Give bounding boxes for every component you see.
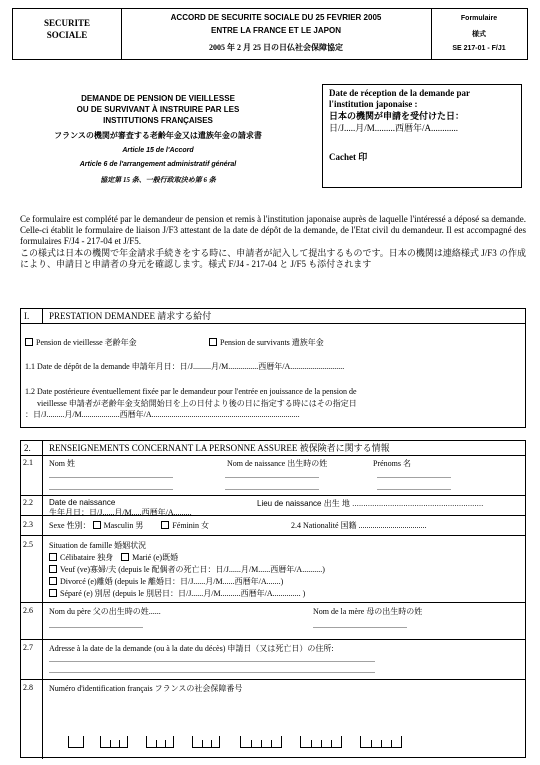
header-left (13, 9, 122, 59)
title-article2: Article 6 de l'arrangement administratif général (79, 161, 237, 168)
input-nom[interactable]: .............................................................. (49, 471, 173, 480)
reception-box (322, 84, 522, 188)
input-lieu-naissance[interactable]: Lieu de naissance 出生 地 ........................................................... (257, 499, 484, 508)
label-divorce: Divorcé (e)離婚 (depuis le 離婚日：日/J......月/M......西暦年/A.......) (60, 577, 284, 586)
header-center-line1: ACCORD DE SECURITE SOCIALE DU 25 FEVRIER 2005 (170, 13, 382, 22)
reception-date-field[interactable]: 日/J.....月/M.........西暦年/A............ (329, 123, 459, 133)
header-right (431, 9, 527, 59)
intro-french: Ce formulaire est complété par le demandeur de pension et remis à l'institution japonaise auprès de laquelle l'intéressé a déposé sa demande. Celle-ci établit le formulaire de liaison J/F3 attestant de la date de dépôt de la demande, de l'Etat civil du demandeur. Il est accompagné des formulaires F/J4 - 217-04 et J/F5. (20, 214, 526, 246)
header-left-line1: SECURITE (43, 18, 90, 28)
option-divorce[interactable] (49, 576, 283, 587)
label-nom-naissance: Nom de naissance 出生時の姓 (227, 459, 328, 468)
checkbox-survivants[interactable] (209, 338, 217, 346)
intro-japanese: この様式は日本の機関で年金請求手続きをする時に、申請者が記入して提出するものです。日本の機関は連絡様式 J/F3 の作成により、申請日と申請者の身元を確認します。様式 F/J4 - 217-04 と J/F5 も添付されます (20, 248, 526, 269)
section-2 (20, 440, 526, 758)
label-separe: Séparé (e) 別居 (depuis le 別居日：日/J......月/M..........西暦年/A.............. ) (60, 589, 306, 598)
sexe-row (49, 520, 209, 531)
reception-title: Date de réception de la demande par l'institution japonaise : (329, 88, 470, 109)
input-nom-2[interactable]: .............................................................. (49, 483, 173, 492)
id-box-3[interactable] (146, 736, 174, 748)
row-number-2-8: 2.8 (23, 683, 33, 692)
header-center-line3: 2005 年 2 月 25 日の日仏社会保障協定 (209, 43, 343, 52)
label-prenoms: Prénoms 名 (373, 459, 411, 468)
checkbox-divorce[interactable] (49, 577, 57, 585)
row-sep (21, 495, 525, 496)
input-adresse-1[interactable]: ................................................................................................................................................................... (49, 655, 375, 664)
row-number-2-1: 2.1 (23, 458, 33, 467)
section-1-title: PRESTATION DEMANDEE 請求する給付 (49, 311, 212, 321)
label-masculin: Masculin 男 (103, 521, 144, 530)
input-prenoms-2[interactable]: ..................................... (377, 483, 451, 492)
label-veuf: Veuf (ve)寡婦/夫 (depuis le 配偶者の死亡日：日/J......月/M......西暦年/A..........) (60, 565, 325, 574)
option-survivants[interactable] (209, 337, 324, 348)
title-line2: OU DE SURVIVANT À INSTRUIRE PAR LES (76, 105, 240, 114)
checkbox-masculin[interactable] (93, 521, 101, 529)
header-center-line2: ENTRE LA FRANCE ET LE JAPON (211, 26, 341, 35)
checkbox-vieillesse[interactable] (25, 338, 33, 346)
input-adresse-2[interactable]: ................................................................................................................................................................... (49, 666, 375, 675)
row-sep (21, 639, 525, 640)
id-box-5[interactable] (240, 736, 282, 748)
id-box-4[interactable] (192, 736, 220, 748)
id-box-2[interactable] (100, 736, 128, 748)
header-table (12, 8, 528, 60)
checkbox-separe[interactable] (49, 589, 57, 597)
input-date-naissance[interactable]: 生年月日：日/J......月/M.....西暦年/A......... (49, 508, 192, 517)
row-sep (21, 679, 525, 680)
option-separe[interactable] (49, 588, 305, 599)
input-nom-pere[interactable]: ............................................... (49, 621, 143, 630)
header-left-line2: SOCIALE (46, 30, 88, 40)
section-1-header (21, 309, 525, 324)
section-2-header (21, 441, 525, 456)
input-nom-mere[interactable]: ............................................... (313, 621, 407, 630)
row-number-2-7: 2.7 (23, 643, 33, 652)
section-1 (20, 308, 526, 428)
section-2-left-rule (42, 455, 43, 759)
section-2-number: 2. (21, 441, 43, 455)
field-date-posterieure[interactable]: ：日/J.........月/M...................西暦年/A.......................................................................... (25, 410, 300, 419)
input-prenoms[interactable]: ..................................... (377, 471, 451, 480)
input-nom-naissance[interactable]: ............................................... (225, 471, 319, 480)
label-situation: Situation de famille 婚姻状況 (49, 541, 147, 550)
header-center (121, 9, 432, 59)
label-nom: Nom 姓 (49, 459, 75, 468)
title-line1: DEMANDE DE PENSION DE VIEILLESSE (81, 94, 235, 103)
reception-stamp: Cachet 印 (329, 152, 368, 162)
label-numero-identification: Numéro d'identification français フランスの社会保障番号 (49, 684, 243, 693)
field-date-posterieure-line2: vieillesse 申請者が老齢年金支給開始日を上の日付より後の日に指定する時にはその指定日 (37, 399, 357, 408)
header-yoshiki: 様式 (472, 30, 486, 38)
checkbox-veuf[interactable] (49, 565, 57, 573)
option-vieillesse-label: Pension de vieillesse 老齢年金 (36, 338, 137, 347)
checkbox-feminin[interactable] (161, 521, 169, 529)
checkbox-marie[interactable] (121, 553, 129, 561)
row-sep (21, 535, 525, 536)
row-number-2-6: 2.6 (23, 606, 33, 615)
option-celibataire[interactable] (49, 552, 178, 563)
option-veuf[interactable] (49, 564, 325, 575)
label-date-naissance: Date de naissance (49, 498, 116, 507)
title-japanese: フランスの機関が審査する老齢年金又は遺族年金の請求書 (54, 131, 262, 140)
title-article: Article 15 de l'Accord (122, 147, 194, 154)
label-nom-pere: Nom du père 父の出生時の姓...... (49, 607, 161, 616)
title-line3: INSTITUTIONS FRANÇAISES (103, 116, 213, 125)
label-nom-mere: Nom de la mère 母の出生時の姓 (313, 607, 423, 616)
reception-jp: 日本の機関が申請を受付けた日： (329, 111, 465, 121)
section-2-title: RENSEIGNEMENTS CONCERNANT LA PERSONNE ASSUREE 被保険者に関する情報 (49, 443, 390, 453)
option-vieillesse[interactable] (25, 337, 137, 348)
header-formulaire: Formulaire (460, 15, 498, 22)
checkbox-celibataire[interactable] (49, 553, 57, 561)
id-box-7[interactable] (360, 736, 402, 748)
id-box-1[interactable] (68, 736, 84, 748)
row-number-2-5: 2.5 (23, 540, 33, 549)
label-sexe: Sexe 性別： (49, 521, 91, 530)
header-form-code: SE 217-01 - F/J1 (452, 45, 506, 52)
label-celibataire: Célibataire 独身 (60, 553, 114, 562)
row-number-2-3: 2.3 (23, 520, 33, 529)
row-number-2-2: 2.2 (23, 498, 33, 507)
title-article-jp: 協定第 15 条、一般行政取決め第 6 条 (100, 176, 216, 184)
section-1-number: I. (21, 309, 43, 323)
id-box-6[interactable] (300, 736, 342, 748)
input-nom-naissance-2[interactable]: ............................................... (225, 483, 319, 492)
option-survivants-label: Pension de survivants 遺族年金 (220, 338, 324, 347)
row-sep (21, 602, 525, 603)
field-date-depot[interactable]: 1.1 Date de dépôt de la demande 申請年月日：日/J.........月/M...............西暦年/A........................... (25, 362, 345, 371)
input-nationalite[interactable]: 2.4 Nationalité 国籍 .................................. (291, 521, 427, 530)
field-date-posterieure-line1: 1.2 Date postérieure éventuellement fixée par le demandeur pour l'entrée en jouissance de la pension de (25, 387, 357, 396)
label-feminin: Féminin 女 (172, 521, 210, 530)
label-adresse: Adresse à la date de la demande (ou à la date du décès) 申請日（又は死亡日）の住所: (49, 644, 334, 653)
label-marie: Marié (e)既婚 (132, 553, 179, 562)
